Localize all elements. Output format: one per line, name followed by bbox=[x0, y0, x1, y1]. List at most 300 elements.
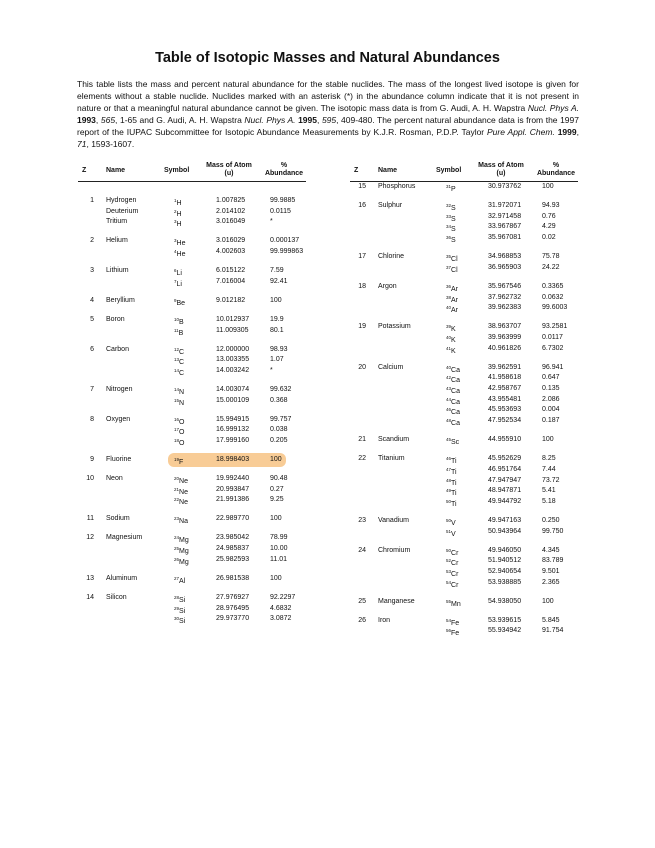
header-z: Z bbox=[82, 167, 87, 174]
atomic-number: 21 bbox=[358, 436, 366, 444]
atomic-number: 1 bbox=[90, 197, 94, 204]
atomic-mass: 16.999132 bbox=[216, 426, 250, 434]
mass-number: 10 bbox=[174, 316, 180, 322]
table-row bbox=[350, 435, 580, 445]
element-symbol: Ti bbox=[451, 458, 457, 466]
header-mass-line2: (u) bbox=[496, 170, 506, 177]
natural-abundance: 99.999863 bbox=[270, 248, 304, 256]
natural-abundance: 24.22 bbox=[542, 263, 560, 271]
element-symbol: Ne bbox=[179, 478, 188, 485]
mass-number: 39 bbox=[446, 324, 452, 330]
natural-abundance: * bbox=[270, 218, 273, 226]
mass-number: 21 bbox=[174, 486, 180, 492]
element-symbol: H bbox=[176, 210, 182, 218]
atomic-mass: 40.961826 bbox=[488, 344, 522, 352]
table-row bbox=[350, 486, 580, 496]
natural-abundance: 2.086 bbox=[542, 395, 560, 403]
element-symbol: Ca bbox=[451, 366, 460, 374]
table-row bbox=[350, 465, 580, 475]
element-symbol: Ar bbox=[451, 296, 459, 304]
element-symbol: Mg bbox=[179, 558, 189, 566]
element-name: Fluorine bbox=[106, 456, 132, 463]
intro-text-run: , bbox=[317, 115, 322, 125]
table-row bbox=[350, 363, 580, 373]
atomic-number: 15 bbox=[358, 183, 366, 190]
atomic-mass: 41.958618 bbox=[488, 374, 522, 382]
atomic-mass: 19.992440 bbox=[216, 475, 250, 482]
isotope-symbol bbox=[446, 527, 456, 540]
natural-abundance: 0.004 bbox=[542, 406, 560, 414]
element-name: Phosphorus bbox=[378, 183, 416, 190]
table-row bbox=[350, 212, 580, 222]
header-symbol: Symbol bbox=[164, 167, 190, 174]
element-symbol: K bbox=[451, 326, 456, 334]
atomic-mass: 15.994915 bbox=[216, 415, 250, 423]
atomic-mass: 31.972071 bbox=[488, 202, 522, 209]
element-symbol: Sc bbox=[451, 439, 460, 447]
atomic-mass: 46.951764 bbox=[488, 465, 522, 473]
mass-number: 49 bbox=[446, 488, 452, 494]
mass-number: 23 bbox=[174, 516, 180, 522]
element-symbol: F bbox=[179, 459, 184, 466]
element-symbol: Ca bbox=[451, 398, 460, 406]
atomic-mass: 14.003074 bbox=[216, 385, 250, 393]
table-row bbox=[78, 425, 308, 435]
table-row bbox=[78, 366, 308, 376]
natural-abundance: 73.72 bbox=[542, 476, 560, 484]
atomic-mass: 48.947871 bbox=[488, 487, 522, 495]
intro-text-run: , 1593-1607. bbox=[86, 139, 135, 149]
element-name: Scandium bbox=[378, 436, 410, 444]
mass-number: 28 bbox=[174, 594, 180, 600]
table-row bbox=[350, 626, 580, 636]
atomic-number: 8 bbox=[90, 415, 94, 423]
element-symbol: Fe bbox=[451, 619, 460, 627]
isotope-symbol bbox=[174, 436, 184, 449]
isotope-symbol bbox=[446, 344, 456, 357]
atomic-mass: 33.967867 bbox=[488, 223, 522, 231]
table-row bbox=[78, 315, 308, 325]
table-row bbox=[350, 546, 580, 556]
table-row bbox=[350, 578, 580, 588]
atomic-number: 23 bbox=[358, 516, 366, 524]
isotope-symbol bbox=[174, 396, 184, 409]
natural-abundance: 0.0632 bbox=[542, 293, 564, 301]
table-row bbox=[350, 373, 580, 383]
element-symbol: Cr bbox=[451, 549, 459, 557]
natural-abundance: 0.187 bbox=[542, 417, 560, 425]
intro-text-run: , bbox=[95, 115, 101, 125]
mass-number: 41 bbox=[446, 345, 452, 351]
element-symbol: Li bbox=[176, 270, 182, 278]
atomic-mass: 38.963707 bbox=[488, 323, 522, 331]
natural-abundance: 4.345 bbox=[542, 546, 560, 554]
table-row bbox=[78, 574, 308, 584]
element-symbol: Ca bbox=[451, 377, 460, 385]
header-abundance-line2: Abundance bbox=[536, 170, 576, 177]
element-name: Neon bbox=[106, 475, 123, 482]
natural-abundance: 0.250 bbox=[542, 516, 560, 524]
atomic-number: 5 bbox=[90, 315, 94, 323]
table-row bbox=[78, 474, 308, 484]
atomic-mass: 52.940654 bbox=[488, 568, 522, 575]
intro-text-run: Nucl. Phys A. bbox=[527, 103, 580, 113]
header-z: Z bbox=[354, 167, 359, 174]
mass-number: 50 bbox=[446, 498, 452, 504]
atomic-number: 4 bbox=[90, 296, 94, 304]
atomic-mass: 24.985837 bbox=[216, 545, 250, 553]
table-row bbox=[78, 196, 308, 206]
natural-abundance: 0.02 bbox=[542, 234, 556, 242]
mass-number: 51 bbox=[446, 528, 452, 534]
element-symbol: Ca bbox=[451, 388, 460, 395]
element-name: Calcium bbox=[378, 363, 404, 371]
intro-text-run: Pure Appl. Chem. bbox=[487, 127, 555, 137]
table-row bbox=[350, 282, 580, 292]
mass-number: 48 bbox=[446, 418, 452, 424]
element-symbol: O bbox=[179, 440, 185, 447]
isotope-symbol bbox=[174, 455, 183, 468]
mass-number: 7 bbox=[174, 278, 177, 284]
table-row bbox=[78, 385, 308, 395]
isotope-symbol bbox=[446, 263, 458, 276]
mass-number: 17 bbox=[174, 427, 180, 433]
atomic-number: 24 bbox=[358, 546, 366, 554]
element-name: Vanadium bbox=[378, 516, 410, 524]
mass-number: 40 bbox=[446, 305, 452, 311]
element-symbol: V bbox=[451, 530, 456, 538]
natural-abundance: 99.6003 bbox=[542, 304, 568, 312]
element-symbol: Ar bbox=[451, 285, 459, 293]
table-row bbox=[350, 616, 580, 626]
atomic-mass: 50.943964 bbox=[488, 527, 522, 535]
table-row bbox=[350, 233, 580, 243]
atomic-mass: 4.002603 bbox=[216, 248, 246, 256]
mass-number: 29 bbox=[174, 605, 180, 611]
atomic-mass: 37.962732 bbox=[488, 293, 522, 301]
natural-abundance: 0.368 bbox=[270, 396, 288, 404]
atomic-number: 25 bbox=[358, 597, 366, 605]
mass-number: 40 bbox=[446, 364, 452, 370]
atomic-mass: 47.947947 bbox=[488, 476, 522, 484]
table-row bbox=[78, 455, 308, 465]
element-symbol: Ne bbox=[179, 499, 188, 507]
header-abundance bbox=[532, 162, 580, 178]
natural-abundance: 99.9885 bbox=[270, 197, 296, 204]
intro-text-run: 1999 bbox=[557, 127, 577, 137]
atomic-number: 6 bbox=[90, 345, 94, 353]
element-name: Titanium bbox=[378, 455, 405, 463]
natural-abundance: 99.750 bbox=[542, 527, 564, 535]
element-symbol: B bbox=[178, 329, 184, 337]
isotope-symbol bbox=[446, 578, 458, 591]
mass-number: 15 bbox=[174, 397, 180, 403]
atomic-mass: 3.016029 bbox=[216, 237, 246, 245]
table-row bbox=[78, 236, 308, 246]
atomic-mass: 12.000000 bbox=[216, 345, 250, 353]
header-mass bbox=[470, 162, 532, 178]
element-symbol: S bbox=[451, 237, 456, 245]
mass-number: 35 bbox=[446, 254, 452, 260]
mass-number: 13 bbox=[174, 357, 180, 363]
natural-abundance: 11.01 bbox=[270, 555, 287, 563]
atomic-number: 10 bbox=[86, 475, 94, 482]
table-row bbox=[78, 396, 308, 406]
mass-number: 54 bbox=[446, 617, 452, 623]
mass-number: 30 bbox=[174, 616, 180, 622]
mass-number: 38 bbox=[446, 294, 452, 300]
page-title: Table of Isotopic Masses and Natural Abundances bbox=[155, 50, 500, 66]
atomic-number: 20 bbox=[358, 363, 366, 371]
element-symbol: He bbox=[176, 240, 186, 248]
isotope-symbol bbox=[446, 416, 460, 429]
atomic-mass: 47.952534 bbox=[488, 417, 522, 425]
natural-abundance: 4.29 bbox=[542, 223, 556, 231]
table-row bbox=[78, 495, 308, 505]
isotope-symbol bbox=[446, 597, 461, 610]
element-symbol: Ca bbox=[451, 409, 460, 417]
element-symbol: N bbox=[179, 388, 185, 396]
atomic-mass: 35.967081 bbox=[488, 234, 522, 242]
table-row bbox=[350, 222, 580, 232]
atomic-number: 3 bbox=[90, 267, 94, 275]
isotope-symbol bbox=[446, 303, 458, 316]
atomic-mass: 35.967546 bbox=[488, 282, 522, 290]
mass-number: 32 bbox=[446, 203, 452, 208]
table-row bbox=[78, 514, 308, 524]
header-mass-line1: Mass of Atom bbox=[478, 162, 524, 169]
element-symbol: H bbox=[176, 221, 182, 229]
mass-number: 55 bbox=[446, 598, 452, 604]
element-name: Carbon bbox=[106, 345, 129, 353]
element-symbol: Cr bbox=[451, 560, 459, 568]
natural-abundance: 92.2297 bbox=[270, 593, 296, 601]
mass-number: 22 bbox=[174, 497, 180, 503]
mass-number: 44 bbox=[446, 396, 452, 402]
element-symbol: Cl bbox=[451, 256, 458, 264]
table-row bbox=[78, 277, 308, 287]
natural-abundance: * bbox=[270, 366, 273, 374]
atomic-mass: 30.973762 bbox=[488, 183, 522, 190]
atomic-mass: 49.946050 bbox=[488, 546, 522, 554]
natural-abundance: 78.99 bbox=[270, 534, 288, 542]
isotope-name: Deuterium bbox=[106, 207, 139, 215]
element-symbol: Si bbox=[179, 596, 186, 604]
isotope-symbol bbox=[446, 626, 459, 639]
natural-abundance: 3.0872 bbox=[270, 615, 292, 623]
atomic-number: 12 bbox=[86, 534, 94, 542]
atomic-mass: 13.003355 bbox=[216, 356, 250, 364]
atomic-mass: 39.962383 bbox=[488, 304, 522, 312]
element-name: Oxygen bbox=[106, 415, 131, 423]
natural-abundance: 5.845 bbox=[542, 616, 560, 624]
element-symbol: Mn bbox=[451, 600, 461, 608]
table-row bbox=[350, 597, 580, 607]
atomic-mass: 17.999160 bbox=[216, 437, 250, 444]
header-name: Name bbox=[106, 167, 126, 174]
atomic-number: 26 bbox=[358, 616, 366, 624]
natural-abundance: 92.41 bbox=[270, 277, 288, 285]
mass-number: 53 bbox=[446, 569, 452, 574]
natural-abundance: 0.135 bbox=[542, 385, 560, 392]
mass-number: 25 bbox=[174, 546, 180, 552]
natural-abundance: 100 bbox=[270, 574, 282, 582]
mass-number: 11 bbox=[174, 327, 179, 333]
isotope-symbol bbox=[174, 366, 184, 379]
isotope-symbol bbox=[174, 614, 185, 627]
element-symbol: S bbox=[451, 226, 456, 234]
table-row bbox=[350, 293, 580, 303]
element-name: Chlorine bbox=[378, 253, 405, 261]
natural-abundance: 83.789 bbox=[542, 557, 564, 565]
element-symbol: C bbox=[179, 369, 185, 377]
atomic-mass: 22.989770 bbox=[216, 515, 250, 523]
mass-number: 46 bbox=[446, 407, 452, 413]
element-name: Chromium bbox=[378, 546, 411, 554]
atomic-mass: 45.953693 bbox=[488, 406, 522, 414]
atomic-mass: 53.939615 bbox=[488, 616, 522, 624]
table-row bbox=[78, 533, 308, 543]
natural-abundance: 4.6832 bbox=[270, 604, 292, 612]
header-name: Name bbox=[378, 167, 398, 174]
element-name: Lithium bbox=[106, 267, 129, 275]
intro-text-run: 595 bbox=[321, 115, 337, 125]
element-symbol: Cr bbox=[451, 571, 459, 578]
table-row bbox=[78, 604, 308, 614]
atomic-mass: 6.015122 bbox=[216, 267, 246, 275]
natural-abundance: 9.501 bbox=[542, 568, 560, 575]
table-row bbox=[78, 207, 308, 217]
mass-number: 50 bbox=[446, 547, 452, 553]
isotope-symbol bbox=[446, 182, 456, 195]
mass-number: 24 bbox=[174, 535, 180, 541]
atomic-mass: 2.014102 bbox=[216, 207, 246, 215]
element-symbol: Ar bbox=[451, 307, 459, 315]
atomic-mass: 53.938885 bbox=[488, 578, 522, 586]
element-symbol: S bbox=[451, 205, 456, 212]
table-row bbox=[350, 201, 580, 211]
mass-number: 36 bbox=[446, 283, 452, 289]
isotope-symbol bbox=[446, 435, 459, 448]
element-symbol: Cl bbox=[451, 266, 458, 274]
atomic-mass: 7.016004 bbox=[216, 277, 246, 285]
header-abundance-line1: % bbox=[280, 162, 288, 169]
intro-text-run: , bbox=[576, 127, 579, 137]
atomic-mass: 23.985042 bbox=[216, 534, 250, 542]
natural-abundance: 1.07 bbox=[270, 356, 284, 364]
table-row bbox=[350, 567, 580, 577]
isotope-symbol bbox=[446, 497, 457, 510]
element-symbol: V bbox=[451, 519, 456, 527]
mass-number: 31 bbox=[446, 184, 452, 189]
table-row bbox=[78, 544, 308, 554]
element-name: Potassium bbox=[378, 323, 411, 331]
header-symbol: Symbol bbox=[436, 167, 462, 174]
element-symbol: Si bbox=[179, 618, 186, 626]
element-symbol: P bbox=[451, 186, 456, 193]
intro-paragraph bbox=[77, 78, 579, 150]
element-symbol: Ca bbox=[451, 420, 460, 428]
header-mass bbox=[198, 162, 260, 178]
table-row bbox=[78, 326, 308, 336]
table-row bbox=[78, 266, 308, 276]
atomic-mass: 49.944792 bbox=[488, 497, 522, 505]
element-name: Silicon bbox=[106, 593, 127, 601]
element-symbol: Be bbox=[176, 299, 186, 307]
atomic-number: 7 bbox=[90, 385, 94, 393]
natural-abundance: 99.632 bbox=[270, 385, 292, 393]
atomic-mass: 1.007825 bbox=[216, 197, 246, 204]
mass-number: 52 bbox=[446, 558, 452, 564]
mass-number: 9 bbox=[174, 297, 177, 303]
table-row bbox=[78, 436, 308, 446]
natural-abundance: 0.0117 bbox=[542, 333, 563, 341]
atomic-number: 11 bbox=[86, 515, 94, 523]
table-row bbox=[350, 252, 580, 262]
element-name: Hydrogen bbox=[106, 197, 137, 204]
table-row bbox=[350, 344, 580, 354]
isotope-symbol bbox=[174, 296, 185, 309]
intro-text-run: , 1-65 and G. Audi, A. H. Wapstra bbox=[115, 115, 245, 125]
mass-number: 54 bbox=[446, 579, 452, 585]
element-symbol: N bbox=[179, 399, 185, 407]
atomic-number: 22 bbox=[358, 455, 366, 463]
atomic-mass: 3.016049 bbox=[216, 218, 246, 226]
atomic-mass: 55.934942 bbox=[488, 627, 522, 635]
atomic-mass: 39.963999 bbox=[488, 333, 522, 341]
natural-abundance: 0.205 bbox=[270, 437, 288, 444]
atomic-mass: 51.940512 bbox=[488, 557, 522, 565]
atomic-mass: 21.991386 bbox=[216, 496, 250, 504]
element-symbol: S bbox=[451, 215, 456, 223]
atomic-mass: 15.000109 bbox=[216, 396, 250, 404]
atomic-mass: 27.976927 bbox=[216, 593, 250, 601]
table-row bbox=[78, 345, 308, 355]
natural-abundance: 2.365 bbox=[542, 578, 560, 586]
element-symbol: Si bbox=[179, 607, 186, 615]
atomic-mass: 18.998403 bbox=[216, 456, 250, 463]
natural-abundance: 0.647 bbox=[542, 374, 560, 382]
element-name: Magnesium bbox=[106, 534, 143, 542]
mass-number: 33 bbox=[446, 213, 452, 219]
table-row bbox=[350, 416, 580, 426]
table-row bbox=[350, 333, 580, 343]
atomic-mass: 32.971458 bbox=[488, 212, 522, 220]
natural-abundance: 93.2581 bbox=[542, 323, 568, 331]
element-name: Sulphur bbox=[378, 202, 403, 209]
element-symbol: K bbox=[451, 347, 456, 355]
natural-abundance: 7.59 bbox=[270, 267, 284, 275]
isotope-symbol bbox=[174, 555, 189, 568]
atomic-mass: 45.952629 bbox=[488, 455, 522, 463]
element-symbol: Ti bbox=[451, 468, 457, 476]
element-symbol: C bbox=[179, 348, 185, 356]
atomic-mass: 20.993847 bbox=[216, 485, 250, 493]
intro-text-run: 565 bbox=[100, 115, 116, 125]
table-row bbox=[78, 485, 308, 495]
isotope-symbol bbox=[174, 574, 185, 587]
table-row bbox=[350, 556, 580, 566]
header-divider bbox=[78, 181, 306, 182]
element-symbol: Na bbox=[179, 518, 188, 526]
atomic-mass: 29.973770 bbox=[216, 615, 250, 623]
table-row bbox=[350, 322, 580, 332]
table-row bbox=[350, 384, 580, 394]
element-symbol: Ti bbox=[451, 479, 457, 487]
natural-abundance: 6.7302 bbox=[542, 344, 564, 352]
atomic-number: 19 bbox=[358, 323, 366, 331]
mass-number: 4 bbox=[174, 249, 177, 255]
